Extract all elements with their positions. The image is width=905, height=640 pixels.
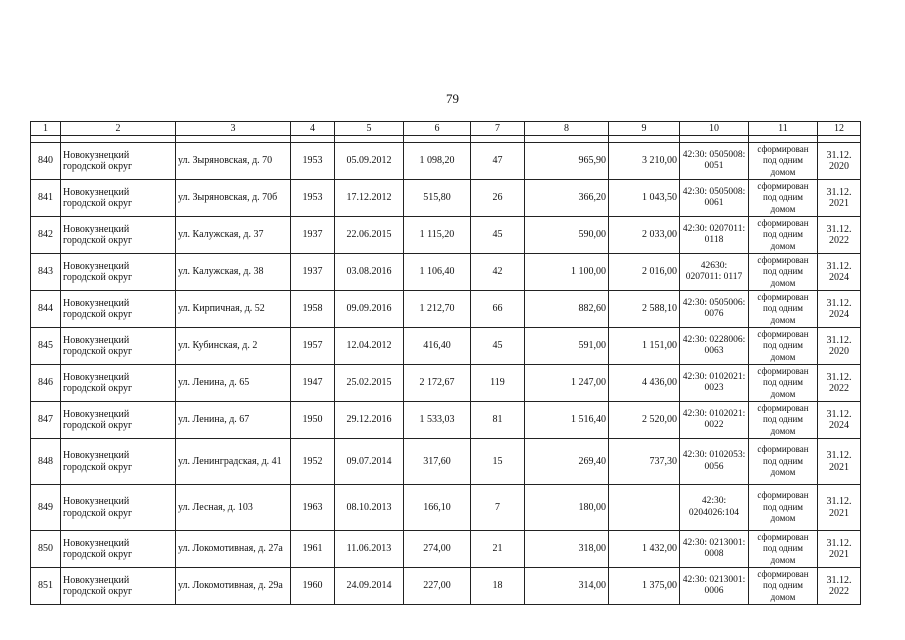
- people-cell: 7: [471, 485, 525, 531]
- status-cell: сформирован под одним домом: [749, 365, 818, 402]
- district-cell: Новокузнецкий городской округ: [61, 531, 176, 568]
- deadline-cell: 31.12. 2024: [818, 254, 861, 291]
- row-number: 846: [31, 365, 61, 402]
- address-cell: ул. Локомотивная, д. 29а: [176, 568, 291, 605]
- date-cell: 11.06.2013: [335, 531, 404, 568]
- people-cell: 15: [471, 439, 525, 485]
- status-cell: сформирован под одним домом: [749, 180, 818, 217]
- people-cell: 26: [471, 180, 525, 217]
- area-cell: 274,00: [404, 531, 471, 568]
- row-number: 844: [31, 291, 61, 328]
- value9-cell: [609, 485, 680, 531]
- people-cell: 21: [471, 531, 525, 568]
- area-cell: 166,10: [404, 485, 471, 531]
- value8-cell: 318,00: [525, 531, 609, 568]
- table-row: [31, 568, 861, 605]
- area-cell: 1 098,20: [404, 143, 471, 180]
- deadline-cell: 31.12. 2021: [818, 439, 861, 485]
- column-number-header: [31, 122, 861, 136]
- date-cell: 29.12.2016: [335, 402, 404, 439]
- column-header: 3: [176, 122, 291, 136]
- row-number: 847: [31, 402, 61, 439]
- status-cell: сформирован под одним домом: [749, 217, 818, 254]
- year-cell: 1953: [291, 180, 335, 217]
- value8-cell: 1 247,00: [525, 365, 609, 402]
- row-number: 840: [31, 143, 61, 180]
- district-cell: Новокузнецкий городской округ: [61, 402, 176, 439]
- table-row: [31, 402, 861, 439]
- deadline-cell: 31.12. 2020: [818, 328, 861, 365]
- status-cell: сформирован под одним домом: [749, 402, 818, 439]
- value9-cell: 3 210,00: [609, 143, 680, 180]
- cadastre-cell: 42:30: 0207011: 0118: [680, 217, 749, 254]
- table-row: [31, 291, 861, 328]
- area-cell: 1 212,70: [404, 291, 471, 328]
- date-cell: 24.09.2014: [335, 568, 404, 605]
- address-cell: ул. Калужская, д. 38: [176, 254, 291, 291]
- value9-cell: 4 436,00: [609, 365, 680, 402]
- cadastre-cell: 42:30: 0228006: 0063: [680, 328, 749, 365]
- status-cell: сформирован под одним домом: [749, 439, 818, 485]
- column-header: 2: [61, 122, 176, 136]
- year-cell: 1963: [291, 485, 335, 531]
- year-cell: 1957: [291, 328, 335, 365]
- address-cell: ул. Кирпичная, д. 52: [176, 291, 291, 328]
- row-number: 851: [31, 568, 61, 605]
- table-row: [31, 180, 861, 217]
- value9-cell: 2 520,00: [609, 402, 680, 439]
- date-cell: 09.07.2014: [335, 439, 404, 485]
- table-row: [31, 143, 861, 180]
- people-cell: 42: [471, 254, 525, 291]
- value8-cell: 590,00: [525, 217, 609, 254]
- table-row: [31, 439, 861, 485]
- address-cell: ул. Зыряновская, д. 70б: [176, 180, 291, 217]
- value8-cell: 591,00: [525, 328, 609, 365]
- status-cell: сформирован под одним домом: [749, 568, 818, 605]
- column-header: 6: [404, 122, 471, 136]
- column-header: 4: [291, 122, 335, 136]
- address-cell: ул. Кубинская, д. 2: [176, 328, 291, 365]
- cadastre-cell: 42:30: 0102021: 0022: [680, 402, 749, 439]
- value8-cell: 314,00: [525, 568, 609, 605]
- year-cell: 1960: [291, 568, 335, 605]
- status-cell: сформирован под одним домом: [749, 531, 818, 568]
- area-cell: 317,60: [404, 439, 471, 485]
- district-cell: Новокузнецкий городской округ: [61, 365, 176, 402]
- district-cell: Новокузнецкий городской округ: [61, 328, 176, 365]
- area-cell: 1 106,40: [404, 254, 471, 291]
- status-cell: сформирован под одним домом: [749, 143, 818, 180]
- date-cell: 03.08.2016: [335, 254, 404, 291]
- year-cell: 1952: [291, 439, 335, 485]
- district-cell: Новокузнецкий городской округ: [61, 217, 176, 254]
- deadline-cell: 31.12. 2022: [818, 568, 861, 605]
- area-cell: 1 115,20: [404, 217, 471, 254]
- column-header: 12: [818, 122, 861, 136]
- cadastre-cell: 42:30: 0505008: 0061: [680, 180, 749, 217]
- status-cell: сформирован под одним домом: [749, 328, 818, 365]
- column-header: 1: [31, 122, 61, 136]
- value8-cell: 1 516,40: [525, 402, 609, 439]
- year-cell: 1950: [291, 402, 335, 439]
- value8-cell: 882,60: [525, 291, 609, 328]
- date-cell: 22.06.2015: [335, 217, 404, 254]
- deadline-cell: 31.12. 2024: [818, 291, 861, 328]
- district-cell: Новокузнецкий городской округ: [61, 439, 176, 485]
- column-header: 9: [609, 122, 680, 136]
- deadline-cell: 31.12. 2021: [818, 531, 861, 568]
- page-number: 79: [446, 91, 459, 106]
- table-row: [31, 365, 861, 402]
- column-header: 8: [525, 122, 609, 136]
- header-spacer-row: [31, 136, 861, 143]
- address-cell: ул. Локомотивная, д. 27а: [176, 531, 291, 568]
- deadline-cell: 31.12. 2021: [818, 485, 861, 531]
- cadastre-cell: 42:30: 0213001: 0008: [680, 531, 749, 568]
- year-cell: 1937: [291, 254, 335, 291]
- address-cell: ул. Ленина, д. 67: [176, 402, 291, 439]
- row-number: 841: [31, 180, 61, 217]
- district-cell: Новокузнецкий городской округ: [61, 485, 176, 531]
- table-row: [31, 217, 861, 254]
- status-cell: сформирован под одним домом: [749, 485, 818, 531]
- people-cell: 45: [471, 217, 525, 254]
- date-cell: 05.09.2012: [335, 143, 404, 180]
- value9-cell: 1 432,00: [609, 531, 680, 568]
- row-number: 843: [31, 254, 61, 291]
- year-cell: 1961: [291, 531, 335, 568]
- year-cell: 1958: [291, 291, 335, 328]
- value8-cell: 1 100,00: [525, 254, 609, 291]
- area-cell: 515,80: [404, 180, 471, 217]
- people-cell: 18: [471, 568, 525, 605]
- deadline-cell: 31.12. 2021: [818, 180, 861, 217]
- area-cell: 1 533,03: [404, 402, 471, 439]
- cadastre-cell: 42:30: 0213001: 0006: [680, 568, 749, 605]
- column-header: 7: [471, 122, 525, 136]
- cadastre-cell: 42:30: 0505008: 0051: [680, 143, 749, 180]
- address-cell: ул. Зыряновская, д. 70: [176, 143, 291, 180]
- year-cell: 1937: [291, 217, 335, 254]
- column-header: 5: [335, 122, 404, 136]
- area-cell: 416,40: [404, 328, 471, 365]
- district-cell: Новокузнецкий городской округ: [61, 568, 176, 605]
- value9-cell: 2 016,00: [609, 254, 680, 291]
- value9-cell: 2 588,10: [609, 291, 680, 328]
- date-cell: 12.04.2012: [335, 328, 404, 365]
- row-number: 848: [31, 439, 61, 485]
- table-row: [31, 485, 861, 531]
- people-cell: 47: [471, 143, 525, 180]
- value8-cell: 366,20: [525, 180, 609, 217]
- area-cell: 2 172,67: [404, 365, 471, 402]
- date-cell: 09.09.2016: [335, 291, 404, 328]
- deadline-cell: 31.12. 2022: [818, 217, 861, 254]
- column-header: 10: [680, 122, 749, 136]
- cadastre-cell: 42:30: 0102021: 0023: [680, 365, 749, 402]
- district-cell: Новокузнецкий городской округ: [61, 143, 176, 180]
- value8-cell: 269,40: [525, 439, 609, 485]
- value9-cell: 737,30: [609, 439, 680, 485]
- year-cell: 1947: [291, 365, 335, 402]
- value9-cell: 2 033,00: [609, 217, 680, 254]
- status-cell: сформирован под одним домом: [749, 254, 818, 291]
- housing-registry-table: [30, 121, 861, 605]
- deadline-cell: 31.12. 2024: [818, 402, 861, 439]
- cadastre-cell: 42:30: 0102053: 0056: [680, 439, 749, 485]
- address-cell: ул. Ленинградская, д. 41: [176, 439, 291, 485]
- value9-cell: 1 151,00: [609, 328, 680, 365]
- date-cell: 17.12.2012: [335, 180, 404, 217]
- status-cell: сформирован под одним домом: [749, 291, 818, 328]
- deadline-cell: 31.12. 2022: [818, 365, 861, 402]
- row-number: 845: [31, 328, 61, 365]
- table-row: [31, 531, 861, 568]
- value8-cell: 180,00: [525, 485, 609, 531]
- people-cell: 45: [471, 328, 525, 365]
- value8-cell: 965,90: [525, 143, 609, 180]
- row-number: 842: [31, 217, 61, 254]
- value9-cell: 1 043,50: [609, 180, 680, 217]
- cadastre-cell: 42:30: 0505006: 0076: [680, 291, 749, 328]
- table-row: [31, 328, 861, 365]
- address-cell: ул. Калужская, д. 37: [176, 217, 291, 254]
- deadline-cell: 31.12. 2020: [818, 143, 861, 180]
- row-number: 850: [31, 531, 61, 568]
- date-cell: 08.10.2013: [335, 485, 404, 531]
- people-cell: 66: [471, 291, 525, 328]
- row-number: 849: [31, 485, 61, 531]
- address-cell: ул. Ленина, д. 65: [176, 365, 291, 402]
- date-cell: 25.02.2015: [335, 365, 404, 402]
- district-cell: Новокузнецкий городской округ: [61, 180, 176, 217]
- people-cell: 119: [471, 365, 525, 402]
- cadastre-cell: 42:30: 0204026:104: [680, 485, 749, 531]
- address-cell: ул. Лесная, д. 103: [176, 485, 291, 531]
- value9-cell: 1 375,00: [609, 568, 680, 605]
- district-cell: Новокузнецкий городской округ: [61, 291, 176, 328]
- year-cell: 1953: [291, 143, 335, 180]
- area-cell: 227,00: [404, 568, 471, 605]
- column-header: 11: [749, 122, 818, 136]
- cadastre-cell: 42630: 0207011: 0117: [680, 254, 749, 291]
- people-cell: 81: [471, 402, 525, 439]
- table-row: [31, 254, 861, 291]
- district-cell: Новокузнецкий городской округ: [61, 254, 176, 291]
